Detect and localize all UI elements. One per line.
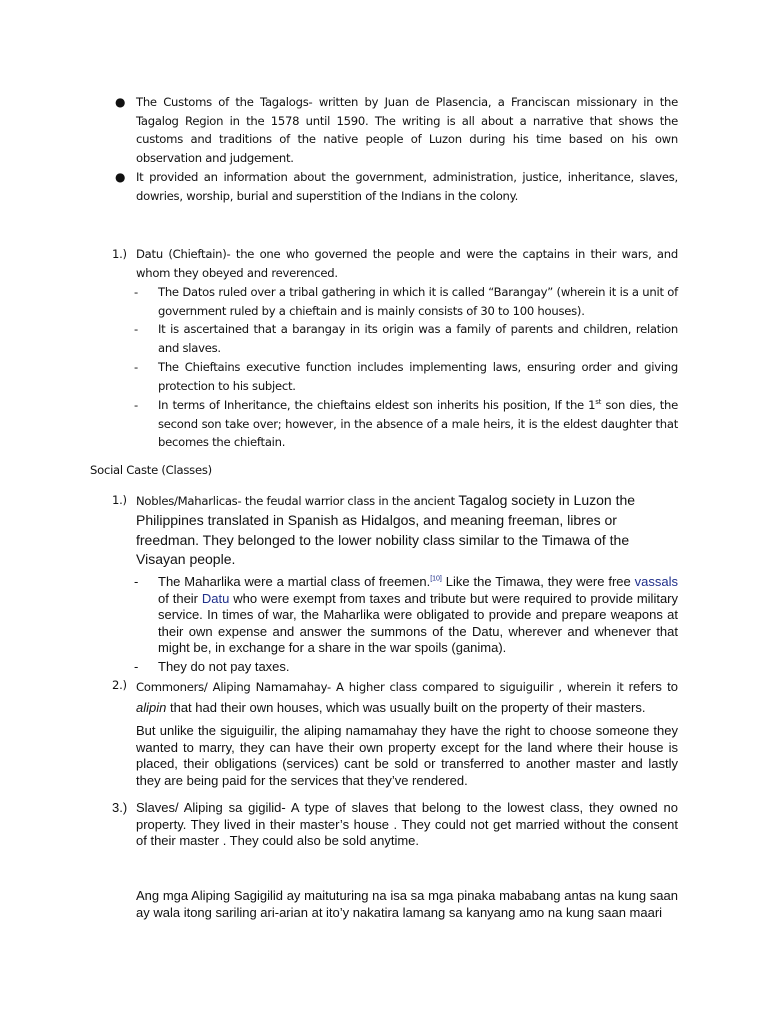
dash-icon: - bbox=[134, 285, 138, 299]
list-number: 2.) bbox=[112, 678, 127, 692]
reference-link[interactable]: [10] bbox=[430, 575, 442, 583]
nobles-point-1 bbox=[134, 574, 679, 657]
datu-link[interactable]: Datu bbox=[201, 590, 230, 606]
nobles-point-text: Like the Timawa, they were free bbox=[441, 574, 635, 589]
dash-icon: - bbox=[134, 360, 138, 374]
nobles-point-text: The Maharlika were a martial class of freemen. bbox=[158, 574, 431, 589]
list-number: 3.) bbox=[112, 800, 128, 815]
dash-icon: - bbox=[134, 322, 138, 336]
inheritance-text-b: son dies, the second son take over; however, in the absence of a male heirs, it is the eldest daughter that becomes the chieftain. bbox=[158, 398, 678, 450]
nobles-heading bbox=[112, 490, 678, 569]
dash-icon: - bbox=[134, 574, 139, 589]
slaves-item bbox=[112, 800, 678, 850]
bullet-icon: ● bbox=[115, 95, 126, 109]
intro-bullet-2 bbox=[115, 168, 678, 205]
vassals-link[interactable]: vassals bbox=[634, 574, 678, 589]
datu-point-text: The Datos ruled over a tribal gathering in which it is called “Barangay” (wherein it is a unit of government ruled by a chieftain and is mainly consists of 30 to 100 houses). bbox=[158, 285, 678, 318]
nobles-lead: Nobles/Maharlicas- the feudal warrior class in the ancient bbox=[136, 494, 459, 508]
datu-heading-text: Datu (Chieftain)- the one who governed the people and were the captains in their wars, and whom they obeyed and reverenced. bbox=[136, 247, 678, 280]
datu-point-1 bbox=[134, 283, 678, 320]
commoners-lead: Commoners/ Aliping Namamahay- A higher class compared to siguiguilir , wherein it bbox=[136, 680, 629, 694]
tagalog-paragraph: Ang mga Aliping Sagigilid ay maituturing na isa sa mga pinaka mababang antas na kung saan ay wala itong sariling ari-arian at ito’y nakatira lamang sa kanyang amo na kung saan maari bbox=[136, 888, 678, 920]
commoners-paragraph: But unlike the siguiguilir, the aliping namamahay they have the right to choose someone they wanted to marry, they can have their own property except for the land where their house is placed, their obligations (services) cant be sold or transferred to another master and lastly they are being paid for the services that they’ve rendered. bbox=[136, 723, 678, 788]
datu-point-text: It is ascertained that a barangay in its origin was a family of parents and children, relation and slaves. bbox=[158, 322, 678, 355]
intro-bullet-1 bbox=[115, 93, 678, 167]
nobles-point-text: of their bbox=[158, 590, 202, 606]
list-number: 1.) bbox=[112, 493, 127, 507]
nobles-rest: Tagalog society in Luzon the Philippines translated in Spanish as Hidalgos, and meaning freeman, libres or freedman. They belonged to the lower nobility class similar to the Timawa of the Visayan people. bbox=[136, 492, 636, 568]
datu-point-text: The Chieftains executive function includes implementing laws, ensuring order and giving protection to his subject. bbox=[158, 360, 678, 393]
datu-heading bbox=[112, 245, 678, 282]
alipin-term: alipin bbox=[136, 699, 167, 715]
dash-icon: - bbox=[134, 659, 139, 674]
commoners-text-b: that had their own houses, which was usually built on the property of their masters. bbox=[166, 699, 646, 715]
inheritance-text-a: In terms of Inheritance, the chieftains eldest son inherits his position, If the 1 bbox=[158, 398, 596, 412]
datu-point-3 bbox=[134, 358, 678, 395]
commoners-heading bbox=[112, 676, 678, 716]
commoners-text-a: refers to bbox=[628, 679, 678, 694]
dash-icon: - bbox=[134, 398, 138, 412]
intro-text-2: It provided an information about the government, administration, justice, inheritance, slaves, dowries, worship, burial and superstition of the Indians in the colony. bbox=[136, 170, 678, 203]
nobles-point-text: who were exempt from taxes and tribute but were required to provide military service. In times of war, the Maharlika were obligated to provide and prepare weapons at their own expense and answer the summons of the Datu, wherever and whenever that might be, in exchange for a share in the war spoils (ganima). bbox=[158, 590, 679, 656]
list-number: 1.) bbox=[112, 247, 127, 261]
nobles-point-text: They do not pay taxes. bbox=[158, 659, 290, 674]
datu-point-2 bbox=[134, 320, 678, 357]
ordinal-superscript: st bbox=[595, 398, 602, 407]
intro-text-1: The Customs of the Tagalogs- written by Juan de Plasencia, a Franciscan missionary in the Tagalog Region in the 1578 until 1590. The writing is all about a narrative that shows the customs and traditions of the native people of Luzon during his time based on his own observation and judgement. bbox=[136, 95, 678, 165]
bullet-icon: ● bbox=[115, 170, 126, 184]
nobles-point-2 bbox=[134, 659, 678, 676]
slaves-text: Slaves/ Aliping sa gigilid- A type of slaves that belong to the lowest class, they owned no property. They lived in their master’s house . They could not get married without the consent of their master . They could also be sold anytime. bbox=[136, 800, 678, 849]
social-caste-heading: Social Caste (Classes) bbox=[90, 463, 212, 477]
datu-point-4 bbox=[134, 396, 678, 452]
